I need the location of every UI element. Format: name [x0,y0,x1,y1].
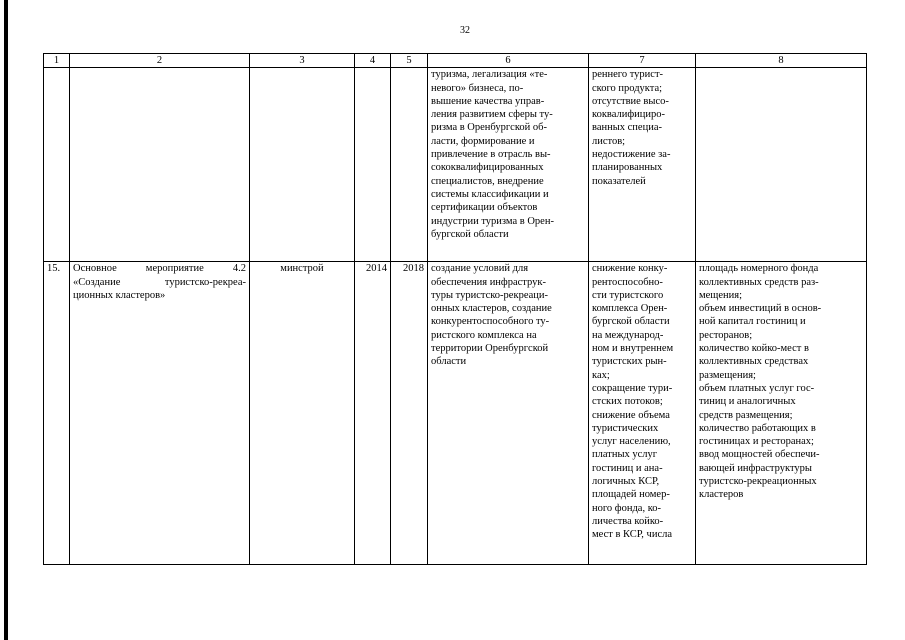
cell-text-line: ном и внутреннем [592,343,674,355]
empty-cell [696,68,867,262]
cell-text-line: «Создание туристско-рекреа- [73,276,246,288]
cell-text-line: коквалифициро- [592,109,666,121]
cell-text-line: специалистов, внедрение [431,175,544,187]
column-number: 2 [70,54,250,68]
cell-text-line: средств размещения; [699,409,793,421]
cell-text-line: туристских рын- [592,356,667,368]
cell-text-line: мест в КСР, числа [592,529,673,541]
cell-text-line: бургской области [592,316,670,328]
cell-text-line: ванных специа- [592,122,662,134]
cell-text-line: гостиницах и ресторанах; [699,436,814,448]
cell-text-line: личества койко- [592,515,664,527]
cell-text-line: туристско-рекреационных [699,476,817,488]
cell-text-line: туризма, легализация «те- [431,69,548,81]
cell-text-line: количество работающих в [699,422,816,434]
cell-text-line: сококвалифицированных [431,162,544,174]
cell-text-line: туры туристско-рекреаци- [431,289,548,301]
cell-text-line: туристических [592,422,659,434]
cell-text-line: отсутствие высо- [592,95,669,107]
cell-text-line: листов; [592,135,626,147]
cell-text-line: сертификации объектов [431,202,538,214]
empty-cell [250,68,355,262]
cell-text-line: обеспечения инфраструк- [431,276,546,288]
column-number: 8 [696,54,867,68]
cell-text-line: конкурентоспособного ту- [431,316,550,328]
cell-text-line: ной капитал гостиниц и [699,316,806,328]
cell-text-line: вающей инфраструктуры [699,462,812,474]
cell-text-line: платных услуг [592,449,658,461]
cell-text-line: ввод мощностей обеспечи- [699,449,820,461]
cell-text-line: Основное мероприятие 4.2 [73,263,246,275]
cell-text-line: размещения; [699,369,756,381]
column-number: 1 [44,54,70,68]
cell-text-line: сти туристского [592,289,664,301]
cell-text-line: онных кластеров, создание [431,303,552,315]
cell-text-line: невого» бизнеса, по- [431,82,524,94]
cell-text-line: логичных КСР, [592,476,660,488]
cell-text-line: области [431,356,467,368]
cell-text-line: услуг населению, [592,436,671,448]
cell-text-line: создание условий для [431,263,529,275]
cell-text-line: стских потоков; [592,396,663,408]
end-year-cell: 2018 [391,262,428,565]
cell-text-line: кластеров [699,489,744,501]
expected-results-cell [428,68,589,262]
cell-text-line: комплекса Орен- [592,303,668,315]
column-number: 4 [355,54,391,68]
cell-text-line: территории Оренбургской [431,343,549,355]
cell-text-line: вышение качества управ- [431,95,545,107]
cell-text-line: ления развитием сферы ту- [431,109,553,121]
empty-cell [44,68,70,262]
cell-text-line: снижение конку- [592,263,668,275]
empty-cell [70,68,250,262]
column-number: 6 [428,54,589,68]
cell-text-line: объем платных услуг гос- [699,382,815,394]
cell-text-line: гостиниц и ана- [592,462,663,474]
cell-text-line: индустрии туризма в Орен- [431,215,554,227]
column-number: 7 [589,54,696,68]
cell-text-line: бургской области [431,228,509,240]
activity-name-cell [70,262,250,565]
cell-text-line: ках; [592,369,610,381]
empty-cell [355,68,391,262]
cell-text-line: снижение объема [592,409,670,421]
cell-text-line: ресторанов; [699,329,753,341]
cell-text-line: мещения; [699,289,743,301]
cell-text-line: ристского комплекса на [431,329,537,341]
cell-text-line: планированных [592,162,663,174]
cell-text-line: рентоспособно- [592,276,663,288]
activities-table [43,53,867,565]
risks-cell [589,262,696,565]
cell-text-line: недостижение за- [592,149,671,161]
empty-cell [391,68,428,262]
cell-text-line: ского продукта; [592,82,663,94]
cell-text-line: площадь номерного фонда [699,263,819,275]
column-number: 3 [250,54,355,68]
row-number: 15. [44,262,70,565]
cell-text-line: ционных кластеров» [73,289,166,301]
cell-text-line: площадей номер- [592,489,670,501]
cell-text-line: системы классификации и [431,188,549,200]
cell-text-line: на международ- [592,329,664,341]
cell-text-line: объем инвестиций в основ- [699,303,822,315]
column-number-row [44,54,867,68]
table-row-continuation [44,68,867,262]
cell-text-line: коллективных средств раз- [699,276,819,288]
executor-cell: минстрой [250,262,355,565]
expected-results-cell [428,262,589,565]
cell-text-line: сокращение тури- [592,382,673,394]
cell-text-line: привлечение в отрасль вы- [431,149,551,161]
table-row-15 [44,262,867,565]
cell-text-line: ного фонда, ко- [592,502,662,514]
cell-text-line: количество койко-мест в [699,343,809,355]
indicators-cell [696,262,867,565]
page-number: 32 [460,25,470,36]
cell-text-line: ласти, формирование и [431,135,535,147]
cell-text-line: тиниц и аналогичных [699,396,796,408]
cell-text-line: реннего турист- [592,69,664,81]
cell-text-line: показателей [592,175,646,187]
column-number: 5 [391,54,428,68]
page-binding-edge [4,0,8,640]
cell-text-line: коллективных средствах [699,356,809,368]
cell-text-line: ризма в Оренбургской об- [431,122,547,134]
risks-cell [589,68,696,262]
start-year-cell: 2014 [355,262,391,565]
